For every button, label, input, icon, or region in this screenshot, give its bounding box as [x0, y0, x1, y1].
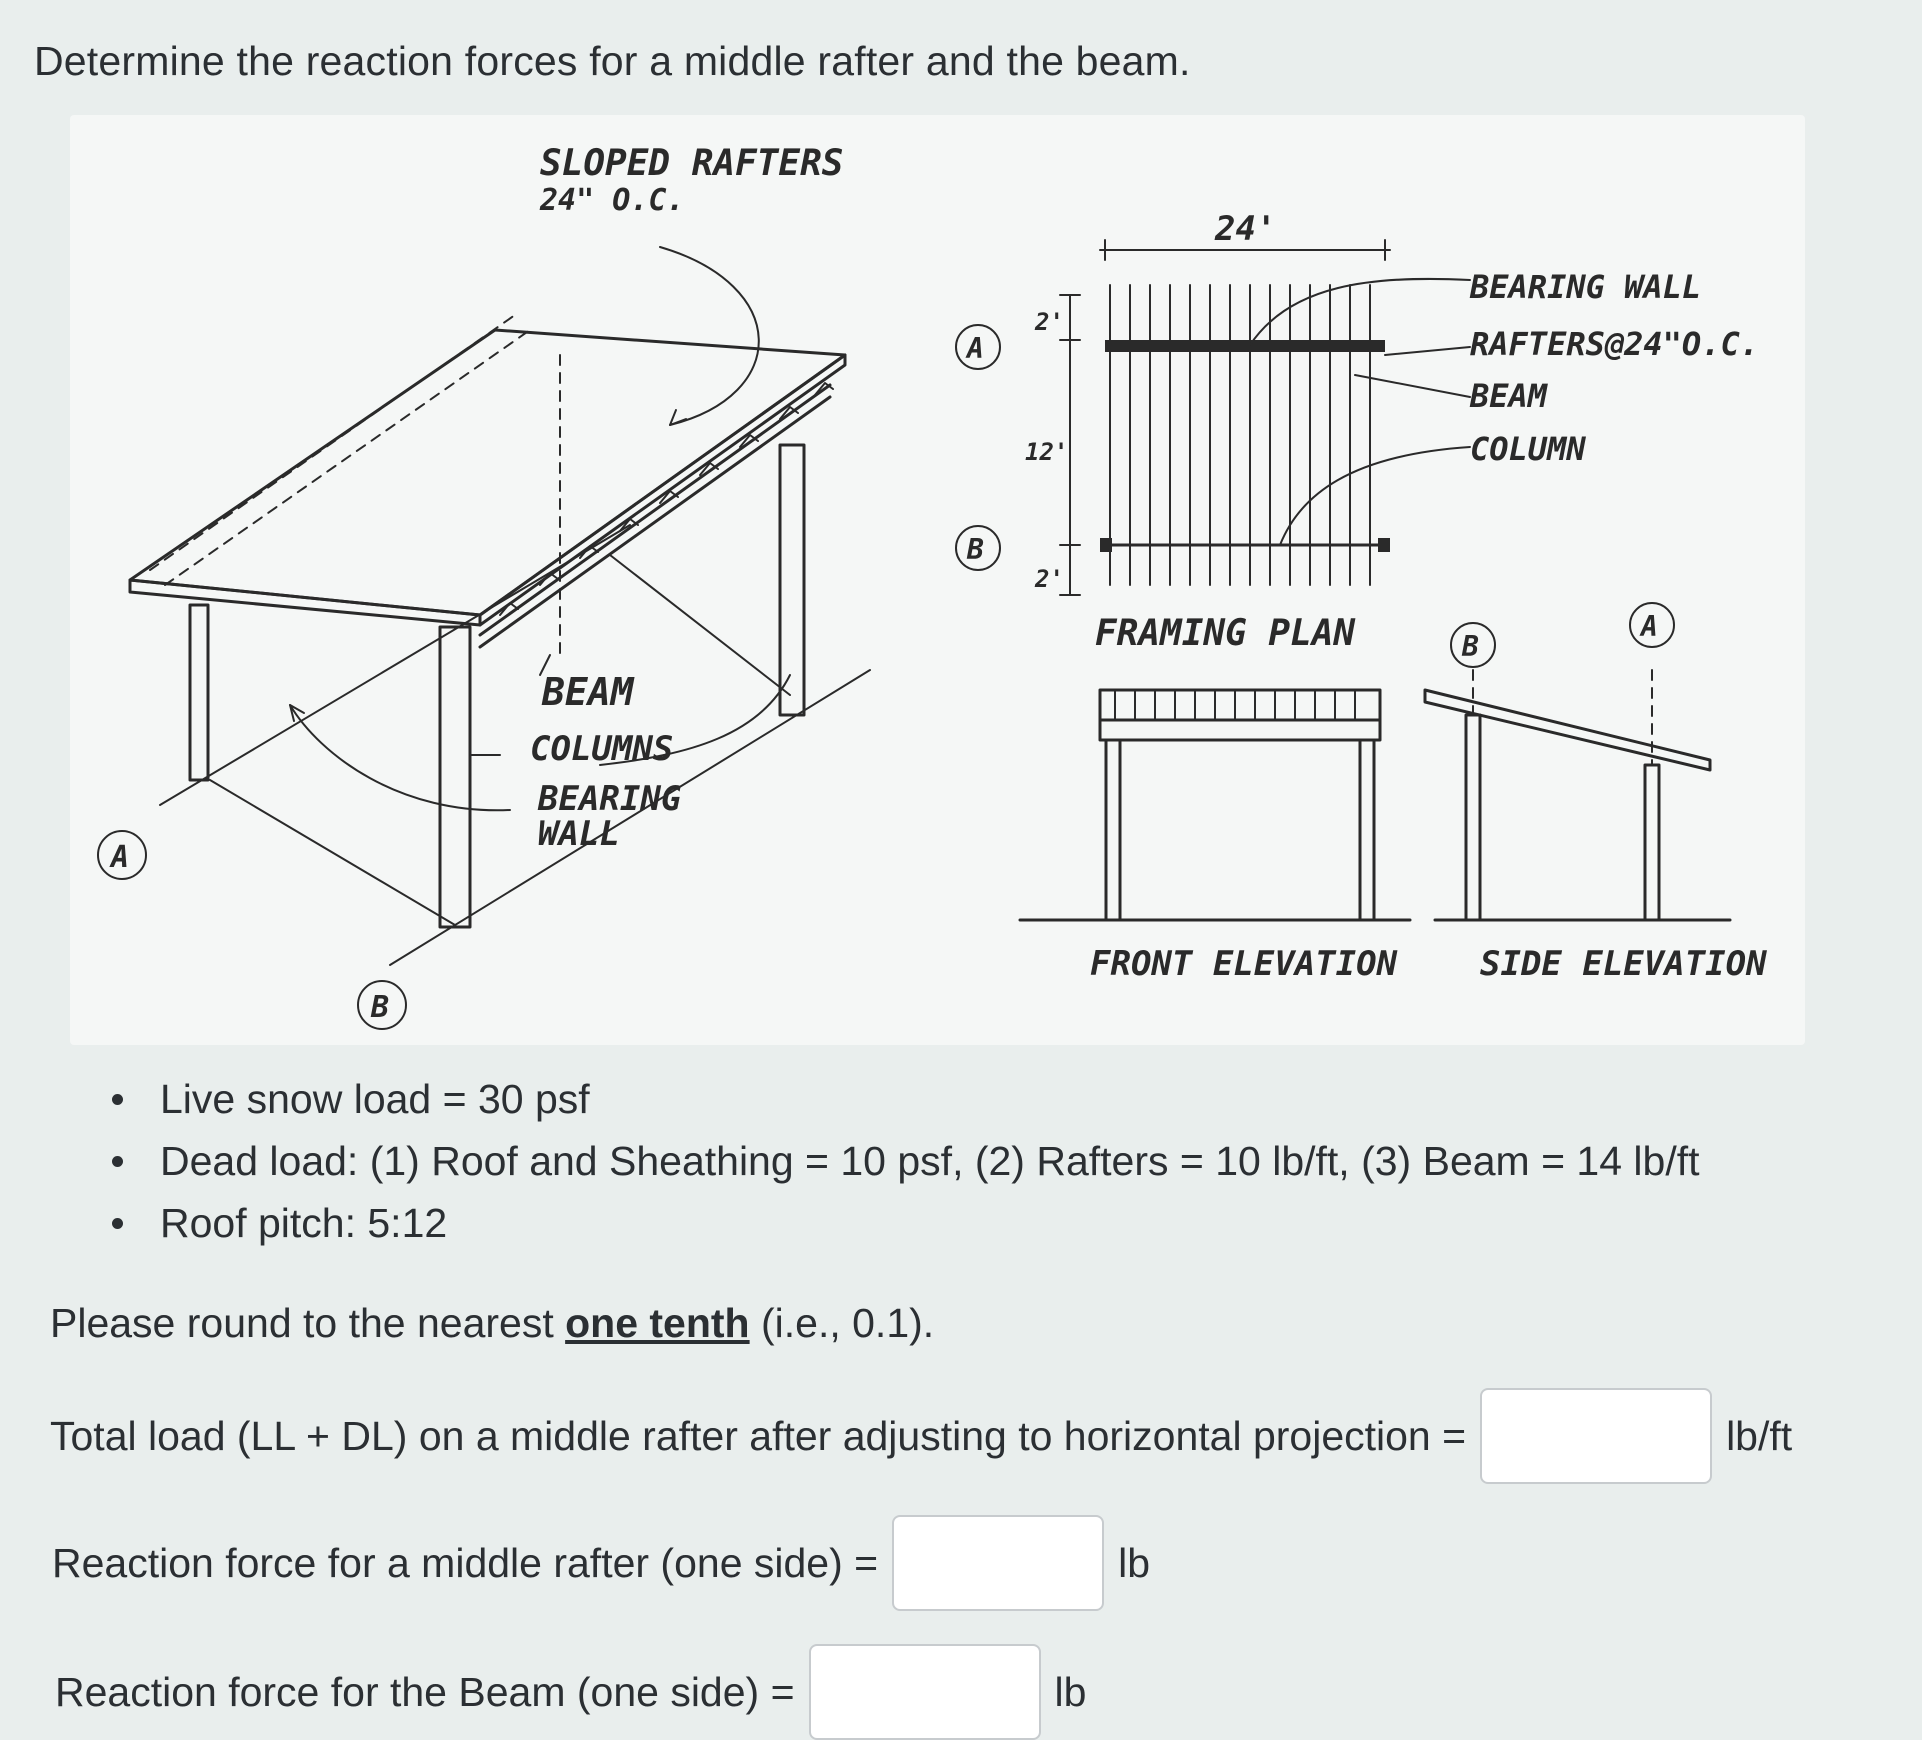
grid-marker-a: A	[111, 840, 130, 875]
side-elevation	[1425, 603, 1767, 984]
front-elevation	[1020, 690, 1410, 984]
label-dim-mid: 12'	[1025, 438, 1069, 466]
total-load-unit: lb/ft	[1726, 1412, 1793, 1459]
question-beam-reaction	[55, 1644, 1086, 1740]
rounding-prefix: Please round to the nearest	[50, 1300, 566, 1346]
label-dim-top: 2'	[1035, 308, 1064, 336]
load-item-live: Live snow load = 30 psf	[110, 1068, 1700, 1130]
total-load-label: Total load (LL + DL) on a middle rafter after adjusting to horizontal projection =	[50, 1412, 1467, 1459]
label-wall: WALL	[538, 814, 620, 854]
rounding-instruction	[50, 1300, 934, 1347]
question-rafter-reaction	[52, 1515, 1150, 1611]
total-load-input[interactable]	[1480, 1388, 1712, 1484]
structural-sketch	[70, 115, 1805, 1045]
label-bearing: BEARING	[538, 779, 682, 819]
label-span-24: 24'	[1215, 209, 1277, 249]
side-grid-b: B	[1462, 630, 1479, 663]
sketch-drawing	[70, 115, 1805, 1045]
label-framing-plan: FRAMING PLAN	[1095, 613, 1356, 654]
grid-marker-b: B	[371, 990, 390, 1025]
question-total-load	[50, 1388, 1792, 1484]
label-columns: COLUMNS	[530, 729, 674, 769]
rafter-reaction-input[interactable]	[892, 1515, 1104, 1611]
label-rafter-spacing: 24" O.C.	[540, 183, 685, 218]
label-side-elevation: SIDE ELEVATION	[1480, 944, 1767, 984]
rounding-emphasis: one tenth	[565, 1300, 750, 1346]
label-rafters-spacing: RAFTERS@24"O.C.	[1470, 325, 1759, 363]
label-dim-bottom: 2'	[1035, 565, 1064, 593]
label-plan-beam: BEAM	[1470, 377, 1548, 415]
plan-grid-b: B	[967, 533, 984, 566]
question-title: Determine the reaction forces for a middle rafter and the beam.	[34, 38, 1191, 84]
load-item-pitch: Roof pitch: 5:12	[110, 1192, 1700, 1254]
perspective-view	[98, 143, 870, 1029]
load-list	[110, 1068, 1700, 1254]
rounding-suffix: (i.e., 0.1).	[749, 1300, 935, 1346]
plan-grid-a: A	[967, 332, 984, 365]
load-item-dead: Dead load: (1) Roof and Sheathing = 10 psf, (2) Rafters = 10 lb/ft, (3) Beam = 14 lb/ft	[110, 1130, 1700, 1192]
side-grid-a: A	[1641, 610, 1658, 643]
label-plan-column: COLUMN	[1470, 430, 1586, 468]
beam-reaction-label: Reaction force for the Beam (one side) =	[55, 1668, 795, 1715]
label-front-elevation: FRONT ELEVATION	[1090, 944, 1398, 984]
beam-reaction-input[interactable]	[809, 1644, 1041, 1740]
label-beam: BEAM	[542, 670, 634, 714]
label-bearing-wall: BEARING WALL	[1470, 268, 1702, 306]
rafter-reaction-label: Reaction force for a middle rafter (one side) =	[52, 1539, 879, 1586]
framing-plan	[956, 209, 1759, 654]
rafter-reaction-unit: lb	[1118, 1539, 1151, 1586]
label-sloped-rafters: SLOPED RAFTERS	[540, 143, 844, 184]
beam-reaction-unit: lb	[1054, 1668, 1087, 1715]
